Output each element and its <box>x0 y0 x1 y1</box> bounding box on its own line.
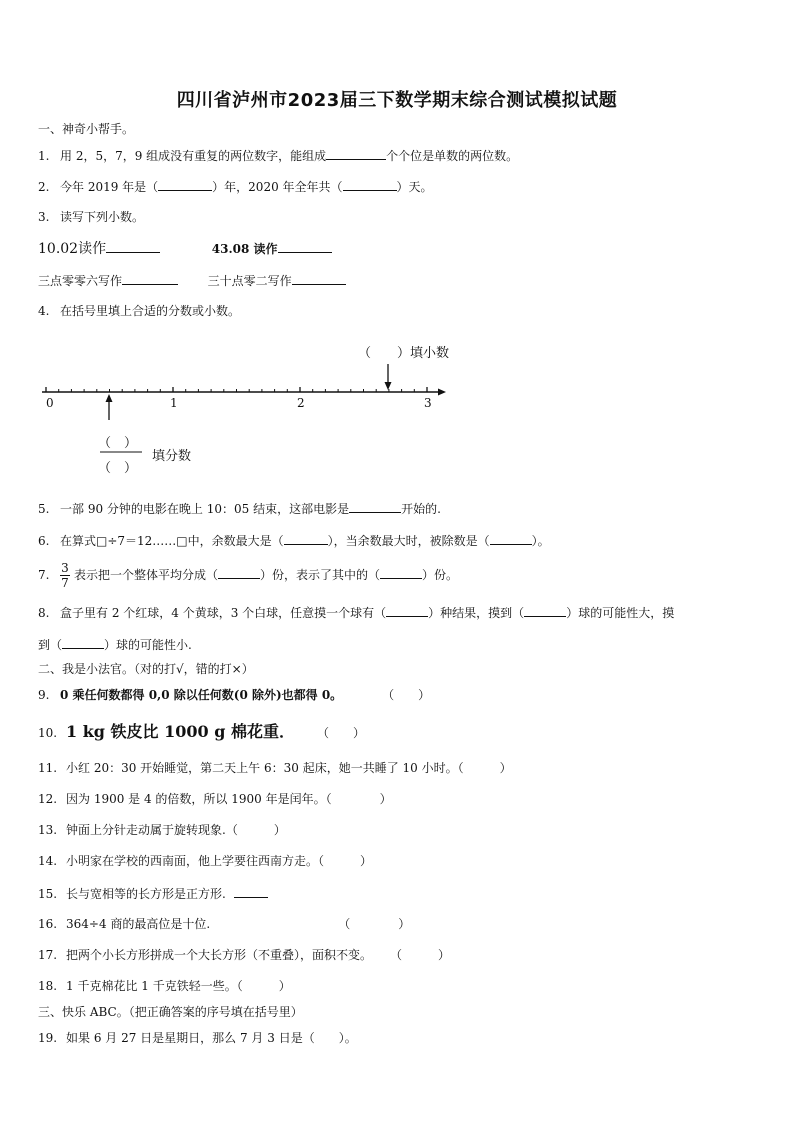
question-text: 小红 20：30 开始睡觉，第二天上午 6：30 起床，她一共睡了 10 小时。 <box>66 761 458 775</box>
answer-blank[interactable] <box>343 178 397 191</box>
section-3-heading: 三、快乐 ABC。（把正确答案的序号填在括号里） <box>38 1005 303 1019</box>
fraction-numerator: 3 <box>61 561 69 575</box>
page-title: 四川省泸州市2023届三下数学期末综合测试模拟试题 <box>176 90 618 111</box>
answer-blank[interactable] <box>158 178 212 191</box>
question-number: 8. <box>38 606 50 620</box>
answer-blank[interactable] <box>524 604 566 617</box>
fraction-denominator: 7 <box>61 576 69 590</box>
up-arrow-icon <box>106 394 113 402</box>
answer-blank[interactable] <box>62 636 104 649</box>
question-7 <box>38 560 458 590</box>
question-number: 2. <box>38 180 50 194</box>
question-19 <box>38 1030 357 1046</box>
question-number: 19. <box>38 1031 58 1045</box>
question-15 <box>38 885 268 902</box>
answer-blank[interactable] <box>386 604 428 617</box>
question-number: 7. <box>38 568 50 582</box>
answer-paren[interactable]: （ ） <box>325 792 392 806</box>
question-number: 4. <box>38 304 50 318</box>
answer-blank[interactable] <box>278 240 332 253</box>
question-text: ）年，2020 年全年共（ <box>212 180 343 194</box>
question-12 <box>38 791 392 807</box>
number-line-ticks <box>46 387 427 392</box>
answer-paren[interactable]: （ ） <box>457 761 512 775</box>
question-number: 3. <box>38 210 50 224</box>
question-text: 个个位是单数的两位数。 <box>386 149 519 163</box>
question-number: 13. <box>38 823 58 837</box>
question-text: 0 乘任何数都得 0,0 除以任何数(0 除外)也都得 0。 <box>60 688 343 702</box>
question-text: 钟面上分针走动属于旋转现象. <box>66 823 226 837</box>
question-text: 盒子里有 2 个红球，4 个黄球，3 个白球，任意摸一个球有（ <box>60 606 387 620</box>
question-18 <box>38 978 291 994</box>
answer-blank[interactable] <box>292 272 346 285</box>
question-text: 开始的. <box>401 502 441 516</box>
question-16 <box>38 916 410 932</box>
down-arrow-icon <box>385 382 392 390</box>
answer-paren[interactable]: （ ） <box>390 948 451 962</box>
question-number: 12. <box>38 792 58 806</box>
question-text: 今年 2019 年是（ <box>60 180 159 194</box>
question-text: 在算式□÷7＝12……□中，余数最大是（ <box>60 534 284 548</box>
question-3 <box>38 209 144 225</box>
question-11 <box>38 760 512 776</box>
tick-label-2: 2 <box>297 396 305 410</box>
fraction-numerator-paren[interactable]: （ ） <box>98 436 138 451</box>
question-13 <box>38 822 286 838</box>
answer-blank[interactable] <box>349 500 401 513</box>
answer-blank[interactable] <box>284 532 328 545</box>
answer-paren[interactable]: （ ） <box>316 726 365 740</box>
question-number: 6. <box>38 534 50 548</box>
fraction-answer-label: 填分数 <box>152 449 192 464</box>
question-text: ），当余数最大时，被除数是（ <box>327 534 490 548</box>
question-number: 17. <box>38 948 58 962</box>
answer-paren[interactable]: （ ） <box>225 823 286 837</box>
question-text: 三十点零二写作 <box>207 274 292 288</box>
answer-paren[interactable]: （ ） <box>236 979 291 993</box>
tick-label-0: 0 <box>46 396 54 410</box>
answer-blank[interactable] <box>218 566 260 579</box>
decimal-answer-label[interactable]: （ ）填小数 <box>358 346 450 361</box>
question-6 <box>38 532 550 549</box>
tick-label-1: 1 <box>170 396 178 410</box>
question-1 <box>38 147 518 164</box>
number-line-arrow-icon <box>438 389 446 396</box>
question-number: 10. <box>38 726 58 740</box>
question-text: ）份。 <box>422 568 459 582</box>
question-text: 表示把一个整体平均分成（ <box>74 568 219 582</box>
question-5 <box>38 500 441 517</box>
answer-paren[interactable]: （ ） <box>338 917 411 931</box>
question-text: 长与宽相等的长方形是正方形. <box>66 887 226 901</box>
question-text: ）种结果，摸到（ <box>428 606 525 620</box>
answer-blank[interactable] <box>380 566 422 579</box>
answer-blank[interactable] <box>490 532 532 545</box>
question-text: ）球的可能性小. <box>104 638 192 652</box>
question-2 <box>38 178 433 195</box>
tick-label-3: 3 <box>424 396 432 410</box>
question-text: 读写下列小数。 <box>60 210 145 224</box>
question-10 <box>38 722 365 743</box>
answer-blank[interactable] <box>122 272 178 285</box>
section-1-heading: 一、神奇小帮手。 <box>38 122 135 136</box>
question-text: 把两个小长方形拼成一个大长方形（不重叠），面积不变。 <box>66 948 373 962</box>
question-number: 16. <box>38 917 58 931</box>
question-text: 在括号里填上合适的分数或小数。 <box>60 304 241 318</box>
question-8-cont <box>38 636 192 653</box>
question-text: 364÷4 商的最高位是十位. <box>66 917 211 931</box>
question-text: 到（ <box>38 638 63 652</box>
question-text: ）球的可能性大，摸 <box>566 606 675 620</box>
question-number: 5. <box>38 502 50 516</box>
question-8 <box>38 604 674 621</box>
answer-blank[interactable] <box>106 240 160 253</box>
fraction-3-7 <box>60 561 70 590</box>
question-number: 18. <box>38 979 58 993</box>
question-number: 9. <box>38 688 50 702</box>
question-text: 43.08 读作 <box>211 242 278 256</box>
question-number: 15. <box>38 887 58 901</box>
question-17 <box>38 947 450 963</box>
question-text: 用 2，5，7，9 组成没有重复的两位数字，能组成 <box>60 149 327 163</box>
question-text: 1 kg 铁皮比 1000 g 棉花重． <box>66 722 295 741</box>
question-text: ）。 <box>531 534 550 548</box>
section-2-heading: 二、我是小法官。（对的打√，错的打×） <box>38 662 254 676</box>
question-text: 10.02读作 <box>38 241 107 257</box>
question-text: ）份，表示了其中的（ <box>260 568 381 582</box>
question-number: 14. <box>38 854 58 868</box>
answer-blank[interactable] <box>326 147 386 160</box>
question-text: 因为 1900 是 4 的倍数，所以 1900 年是闰年。 <box>66 792 326 806</box>
question-9 <box>38 687 430 703</box>
question-3-row-b <box>38 272 346 289</box>
question-text: 小明家在学校的西南面，他上学要往西南方走。 <box>66 854 319 868</box>
question-text: ）天。 <box>396 180 433 194</box>
question-4 <box>38 303 240 319</box>
answer-paren[interactable]: （ ） <box>382 688 431 702</box>
question-text: 如果 6 月 27 日是星期日，那么 7 月 3 日是（ ）。 <box>66 1031 357 1045</box>
answer-paren[interactable]: （ ） <box>318 854 373 868</box>
question-number: 11. <box>38 761 58 775</box>
question-3-row-a <box>38 240 332 257</box>
fraction-denominator-paren[interactable]: （ ） <box>98 461 138 476</box>
answer-blank[interactable] <box>234 885 268 898</box>
question-text: 三点零零六写作 <box>38 274 123 288</box>
question-text: 1 千克棉花比 1 千克铁轻一些。 <box>66 979 237 993</box>
question-14 <box>38 853 372 869</box>
question-number: 1. <box>38 149 50 163</box>
question-text: 一部 90 分钟的电影在晚上 10：05 结束，这部电影是 <box>60 502 350 516</box>
